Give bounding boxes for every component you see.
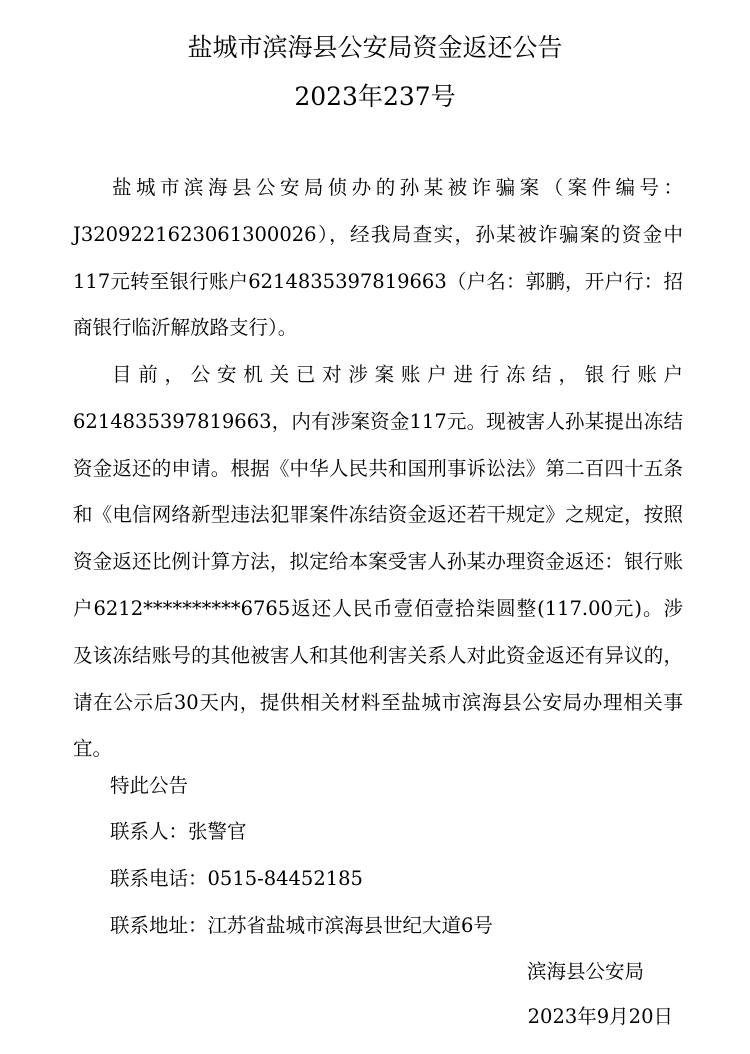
- contact-person: 联系人：张警官: [110, 820, 247, 843]
- issuer-name: 滨海县公安局: [526, 960, 644, 983]
- contact-address: 联系地址：江苏省盐城市滨海县世纪大道6号: [110, 914, 493, 937]
- notice-number: 2023年237号: [294, 82, 456, 111]
- paragraph-return-details: 目前，公安机关已对涉案账户进行冻结，银行账户6214835397819663，内有涉案资金117元。现被害人孙某提出冻结资金返还的申请。根据《中华人民共和国刑事诉讼法》第二百四十五条和《电信网络新型违法犯罪案件冻结资金返还若干规定》之规定，按照资金返还比例计算方法，拟定给本案受害人孙某办理资金返还：银行账户6212**********6765返还人民币壹佰壹拾柒圆整(117.00元)。涉及该冻结账号的其他被害人和其他利害关系人对此资金返还有异议的，请在公示后30天内，提供相关材料至盐城市滨海县公安局办理相关事宜。: [73, 363, 683, 761]
- paragraph-case-summary: 盐城市滨海县公安局侦办的孙某被诈骗案（案件编号：J3209221623061300026），经我局查实，孙某被诈骗案的资金中117元转至银行账户6214835397819663（户名：郭鹏，开户行：招商银行临沂解放路支行）。: [73, 176, 683, 340]
- contact-phone: 联系电话：0515-84452185: [110, 867, 363, 890]
- issue-date: 2023年9月20日: [527, 1005, 673, 1028]
- closing-statement: 特此公告: [110, 774, 189, 797]
- notice-title: 盐城市滨海县公安局资金返还公告: [187, 33, 563, 62]
